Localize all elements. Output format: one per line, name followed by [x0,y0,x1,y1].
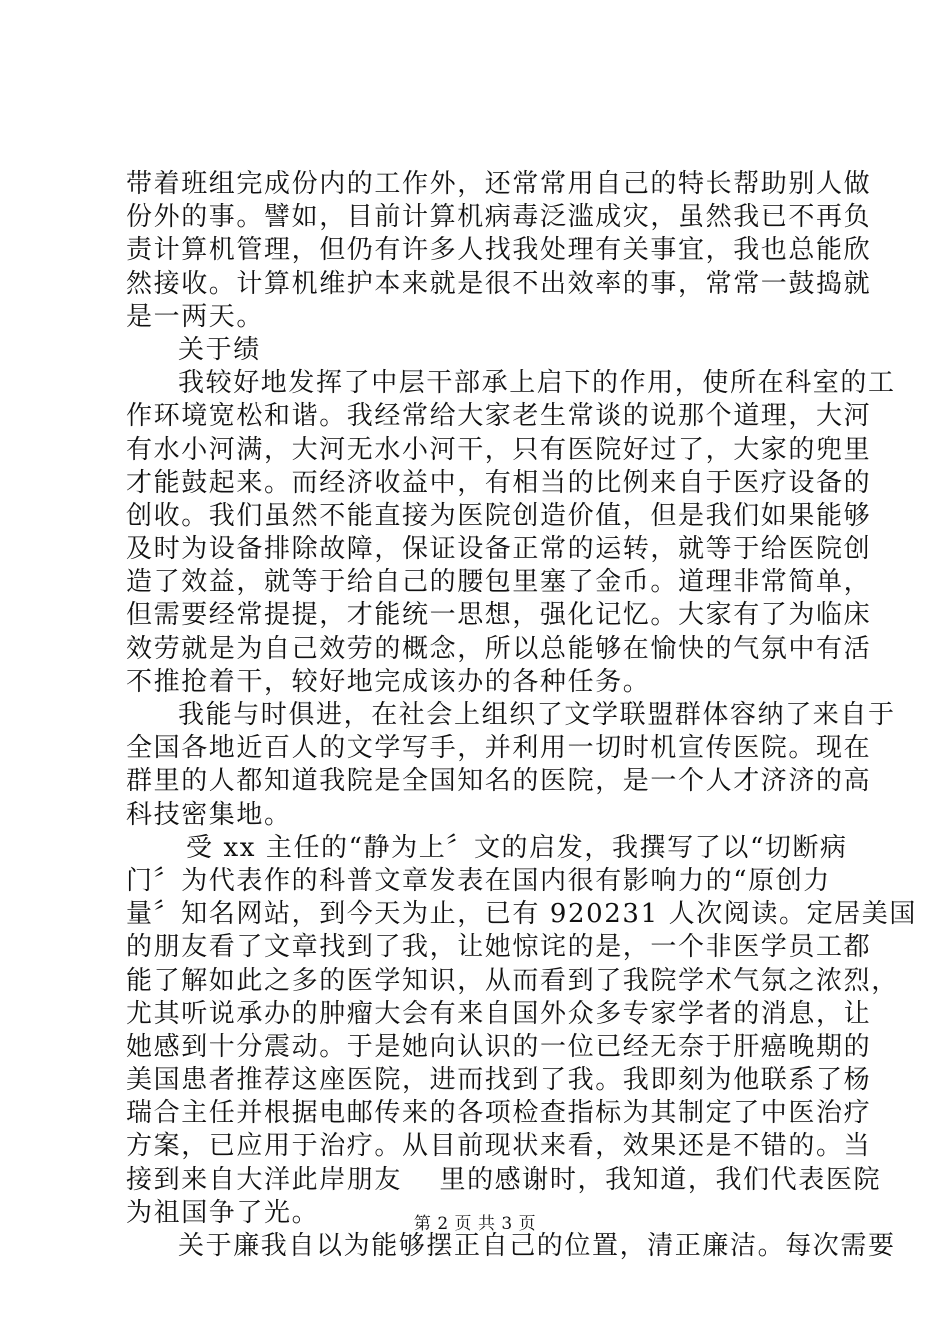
text-line: 美国患者推荐这座医院，进而找到了我。我即刻为他联系了杨 [126,1065,872,1096]
text-line: 有水小河满，大河无水小河干，只有医院好过了，大家的兜里 [126,434,872,465]
text-line: 群里的人都知道我院是全国知名的医院，是一个人才济济的高 [126,766,872,797]
paragraph-start: 关于廉我自以为能够摆正自己的位置，清正廉洁。每次需要 [178,1231,896,1261]
text-line: 方案，已应用于治疗。从目前现状来看，效果还是不错的。当 [126,1131,872,1162]
text-line: 门〞为代表作的科普文章发表在国内很有影响力的“原创力 [126,865,831,896]
text-line: 是一两天。 [126,301,265,332]
text-line: 尤其听说承办的肿瘤大会有来自国外众多专家学者的消息，让 [126,998,872,1029]
text-line: 带着班组完成份内的工作外，还常常用自己的特长帮助别人做 [126,169,872,199]
text-line: 造了效益，就等于给自己的腰包里塞了金币。道理非常简单， [126,567,872,598]
text-line: 然接收。计算机维护本来就是很不出效率的事，常常一鼓捣就 [126,268,872,299]
text-line: 科技密集地。 [126,799,292,830]
text-line: 的朋友看了文章找到了我，让她惊诧的是，一个非医学员工都 [126,932,872,963]
text-line: 及时为设备排除故障，保证设备正常的运转，就等于给医院创 [126,534,872,565]
text-line: 才能鼓起来。而经济收益中，有相当的比例来自于医疗设备的 [126,467,872,498]
section-heading-performance: 关于绩 [178,334,261,365]
text-line: 接到来自大洋此岸朋友 里的感谢时，我知道，我们代表医院 [126,1164,882,1195]
text-line: 创收。我们虽然不能直接为医院创造价值，但是我们如果能够 [126,500,872,531]
text-line: 不推抢着干，较好地完成该办的各种任务。 [126,666,651,697]
text-line: 量〞知名网站，到今天为止，已有 920231 人次阅读。定居美国 [126,899,917,930]
text-line: 她感到十分震动。于是她向认识的一位已经无奈于肝癌晚期的 [126,1031,872,1062]
text-line: 全国各地近百人的文学写手，并利用一切时机宣传医院。现在 [126,733,872,764]
page-number-footer: 第 2 页 共 3 页 [413,1214,537,1234]
text-line: 为祖国争了光。 [126,1197,320,1228]
paragraph-start: 我较好地发挥了中层干部承上启下的作用，使所在科室的工 [178,368,896,399]
text-line: 瑞合主任并根据电邮传来的各项检查指标为其制定了中医治疗 [126,1098,872,1129]
text-line: 但需要经常提提，才能统一思想，强化记忆。大家有了为临床 [126,600,872,631]
text-line: 效劳就是为自己效劳的概念，所以总能够在愉快的气氛中有活 [126,633,872,664]
text-line: 责计算机管理，但仍有许多人找我处理有关事宜，我也总能欣 [126,235,872,266]
paragraph-start: 受 xx 主任的“静为上〞文的启发，我撰写了以“切断病 [186,832,848,863]
text-line: 份外的事。譬如，目前计算机病毒泛滥成灾，虽然我已不再负 [126,202,872,233]
text-line: 作环境宽松和谐。我经常给大家老生常谈的说那个道理，大河 [126,401,872,432]
text-line: 能了解如此之多的医学知识，从而看到了我院学术气氛之浓烈， [126,965,899,996]
paragraph-start: 我能与时俱进，在社会上组织了文学联盟群体容纳了来自于 [178,700,896,730]
body-text [126,168,917,1263]
